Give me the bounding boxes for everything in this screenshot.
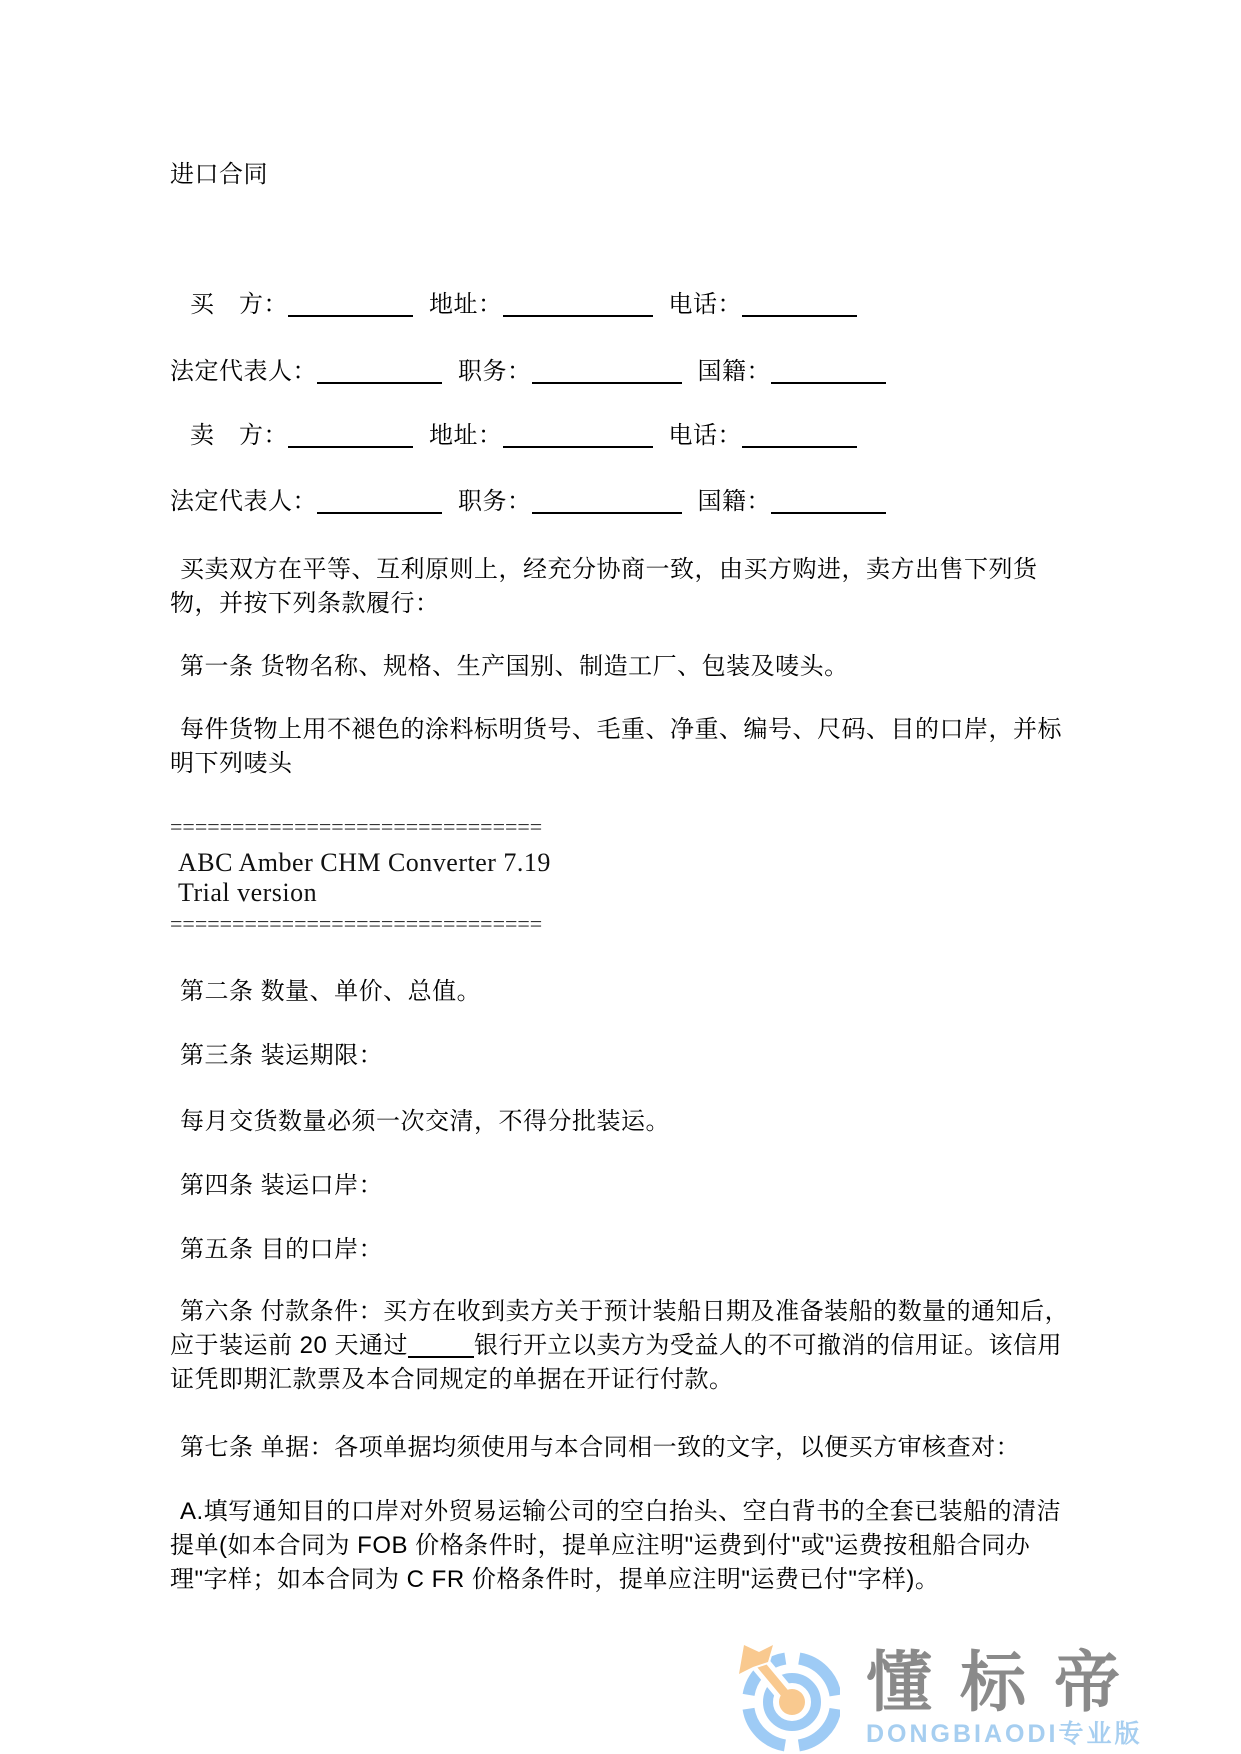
converter-banner-line1: ABC Amber CHM Converter 7.19 [178, 848, 551, 877]
seller-nationality-blank [771, 490, 886, 514]
clause-7: 第七条 单据：各项单据均须使用与本合同相一致的文字，以便买方审核查对： [180, 1434, 1021, 1461]
form-row-buyer [170, 288, 1098, 322]
clause-2: 第二条 数量、单价、总值。 [180, 978, 482, 1005]
watermark [735, 1636, 1148, 1754]
banner-divider-bottom: ============================== [170, 911, 543, 936]
buyer-label: 买 方： [190, 291, 288, 318]
seller-label: 卖 方： [190, 422, 288, 449]
banner-divider-top: ============================== [170, 814, 543, 839]
document-title: 进口合同 [170, 161, 268, 188]
marking-paragraph: 每件货物上用不褪色的涂料标明货号、毛重、净重、编号、尺码、目的口岸，并标明下列唛头 [170, 716, 1062, 777]
buyer-representative-label: 法定代表人： [170, 358, 317, 385]
buyer-nationality-label: 国籍： [697, 358, 771, 385]
form-row-seller-representative [170, 485, 1078, 519]
buyer-address-blank [503, 293, 653, 317]
clause-5: 第五条 目的口岸： [180, 1236, 384, 1263]
clause-6-text-before-blank: 第六条 付款条件：买方在收到卖方关于预计装船日期及准备装船的数量的通知后，应于装运前 20 天通过 [170, 1298, 1070, 1359]
converter-banner-line2: Trial version [178, 878, 318, 907]
seller-position-label: 职务： [458, 488, 532, 515]
seller-phone-label: 电话： [668, 422, 742, 449]
seller-nationality-label: 国籍： [697, 488, 771, 515]
item-a-paragraph: A.填写通知目的口岸对外贸易运输公司的空白抬头、空白背书的全套已装船的清洁提单(如本合同为 FOB 价格条件时，提单应注明"运费到付"或"运费按租船合同办理"字样；如本合同为 C FR 价格条件时，提单应注明"运费已付"字样)。 [170, 1498, 1062, 1593]
buyer-phone-blank [742, 293, 857, 317]
seller-representative-label: 法定代表人： [170, 488, 317, 515]
seller-position-blank [532, 490, 682, 514]
bank-name-blank [408, 1334, 474, 1358]
buyer-position-blank [532, 360, 682, 384]
buyer-name-blank [288, 293, 413, 317]
buyer-position-label: 职务： [458, 358, 532, 385]
buyer-representative-blank [317, 360, 442, 384]
seller-phone-blank [742, 424, 857, 448]
intro-paragraph: 买卖双方在平等、互利原则上，经充分协商一致，由买方购进，卖方出售下列货物，并按下列条款履行： [170, 556, 1038, 617]
buyer-address-label: 地址： [429, 291, 503, 318]
buyer-phone-label: 电话： [668, 291, 742, 318]
clause-6 [170, 1295, 1078, 1397]
clause-3: 第三条 装运期限： [180, 1042, 384, 1069]
form-row-buyer-representative [170, 355, 1078, 389]
seller-name-blank [288, 424, 413, 448]
watermark-subtitle-text: DONGBIAODI专业版 [866, 1720, 1143, 1748]
watermark-brand-text: 懂标帝 [866, 1645, 1148, 1719]
watermark-text-group [866, 1646, 1148, 1748]
monthly-delivery-paragraph: 每月交货数量必须一次交清，不得分批装运。 [180, 1108, 670, 1135]
buyer-nationality-blank [771, 360, 886, 384]
clause-4: 第四条 装运口岸： [180, 1172, 384, 1199]
seller-address-label: 地址： [429, 422, 503, 449]
clause-1: 第一条 货物名称、规格、生产国别、制造工厂、包装及唛头。 [180, 653, 849, 680]
form-row-seller [170, 419, 1098, 453]
seller-representative-blank [317, 490, 442, 514]
target-dart-logo-icon [735, 1636, 840, 1754]
seller-address-blank [503, 424, 653, 448]
clause-6-text-after-blank: 银行开立以卖方为受益人的不可撤消的信用证。该信用证凭即期汇款票及本合同规定的单据在开证行付款。 [170, 1332, 1063, 1393]
